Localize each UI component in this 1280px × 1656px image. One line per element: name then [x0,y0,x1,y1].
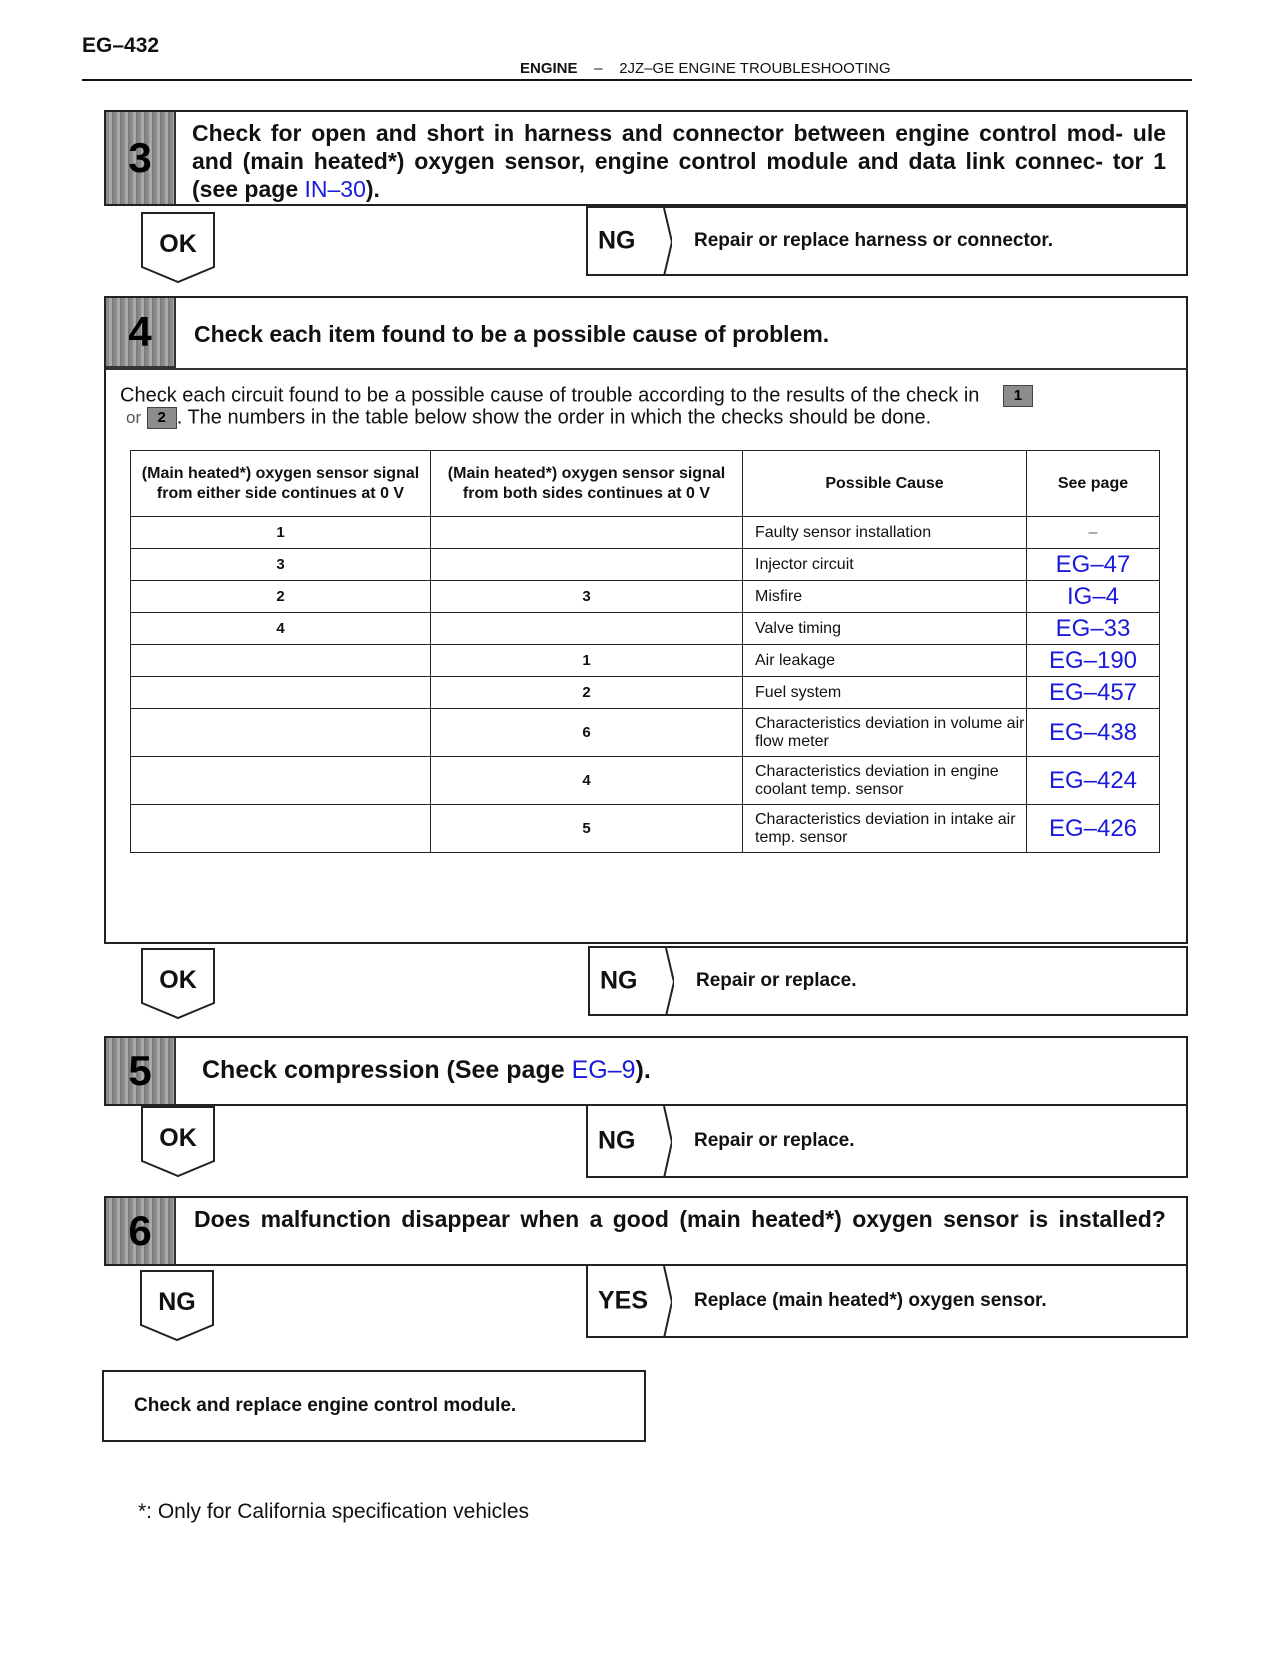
col-either-side: (Main heated*) oxygen sensor signal from either side continues at 0 V [131,451,431,517]
page-link[interactable]: EG–33 [1027,613,1160,645]
step-5-number-badge: 5 [106,1038,176,1104]
final-action-box: Check and replace engine control module. [102,1370,646,1442]
table-row: 5 Characteristics deviation in intake air temp. sensor EG–426 [131,805,1160,853]
ng-action: Repair or replace. [696,970,857,991]
col-possible-cause: Possible Cause [743,451,1027,517]
ng-action: Repair or replace. [694,1130,855,1151]
step-4-intro: Check each circuit found to be a possible cause of trouble according to the results of the check in 1 or 2 . The numbers in the table below show the order in which the checks should be done. [120,385,1130,429]
step-6-number-badge: 6 [106,1198,176,1264]
section-header [520,60,891,77]
header-separator: – [594,60,603,77]
step-3-ng-box [586,206,1188,276]
header-divider [82,79,1192,81]
ng-action: Repair or replace harness or connector. [694,230,1054,251]
step-4-title-divider [106,368,1186,370]
step-3-ok-arrow [141,212,215,284]
col-both-sides: (Main heated*) oxygen sensor signal from both sides continues at 0 V [431,451,743,517]
table-header-row [131,451,1160,517]
ok-label: OK [159,1124,197,1152]
ng-label: NG [600,966,638,995]
step-3-box [104,110,1188,206]
link-eg-9[interactable]: EG–9 [571,1056,636,1084]
yes-tag [588,1266,668,1336]
yes-label: YES [598,1286,649,1315]
table-row: 1 Air leakage EG–190 [131,645,1160,677]
table-row: 4 Valve timing EG–33 [131,613,1160,645]
ok-label: OK [159,230,197,258]
step-6-box [104,1196,1188,1266]
step-3-number-badge: 3 [106,112,176,204]
possible-cause-table [130,450,1160,853]
page-link[interactable]: EG–47 [1027,549,1160,581]
step-4-number-badge: 4 [106,298,176,368]
step-5-text: Check compression (See page EG–9). [202,1056,651,1084]
subsection-name: 2JZ–GE ENGINE TROUBLESHOOTING [619,60,891,77]
table-row: 1 Faulty sensor installation – [131,517,1160,549]
page-link[interactable]: EG–438 [1027,709,1160,757]
step-1-ref-badge[interactable]: 1 [1003,385,1033,407]
step-4-ok-arrow [141,948,215,1020]
page-number: EG–432 [82,34,160,57]
footnote: *: Only for California specification vehicles [138,1500,530,1523]
table-row: 2 3 Misfire IG–4 [131,581,1160,613]
step-5-ng-box [586,1106,1188,1178]
ng-tag [588,208,668,274]
step-2-ref-badge[interactable]: 2 [147,407,177,429]
step-6-yes-box [586,1266,1188,1338]
page-link[interactable]: EG–457 [1027,677,1160,709]
page-link[interactable]: EG–426 [1027,805,1160,853]
ng-label: NG [598,1126,636,1155]
link-in-30[interactable]: IN–30 [304,176,366,202]
table-row: 6 Characteristics deviation in volume air flow meter EG–438 [131,709,1160,757]
col-see-page: See page [1027,451,1160,517]
step-3-text: Check for open and short in harness and connector between engine control mod- ule and (main heated*) oxygen sensor, engine control module and data link connec- tor 1 (see page IN–30). [192,120,1166,202]
page-link[interactable]: EG–190 [1027,645,1160,677]
step-4-ng-box [588,946,1188,1016]
ng-tag [590,948,670,1014]
yes-action: Replace (main heated*) oxygen sensor. [694,1290,1047,1311]
page-link[interactable]: EG–424 [1027,757,1160,805]
step-5-box [104,1036,1188,1106]
step-6-ng-arrow [140,1270,214,1342]
table-row: 3 Injector circuit EG–47 [131,549,1160,581]
ok-label: OK [159,966,197,994]
table-row: 4 Characteristics deviation in engine coolant temp. sensor EG–424 [131,757,1160,805]
step-5-ok-arrow [141,1106,215,1178]
table-row: 2 Fuel system EG–457 [131,677,1160,709]
ng-label: NG [158,1288,196,1316]
ng-tag [588,1106,668,1176]
step-4-title: Check each item found to be a possible cause of problem. [194,321,830,347]
section-name: ENGINE [520,60,578,77]
page-link[interactable]: IG–4 [1027,581,1160,613]
step-6-text: Does malfunction disappear when a good (main heated*) oxygen sensor is installed? [194,1206,1166,1232]
ng-label: NG [598,226,636,255]
